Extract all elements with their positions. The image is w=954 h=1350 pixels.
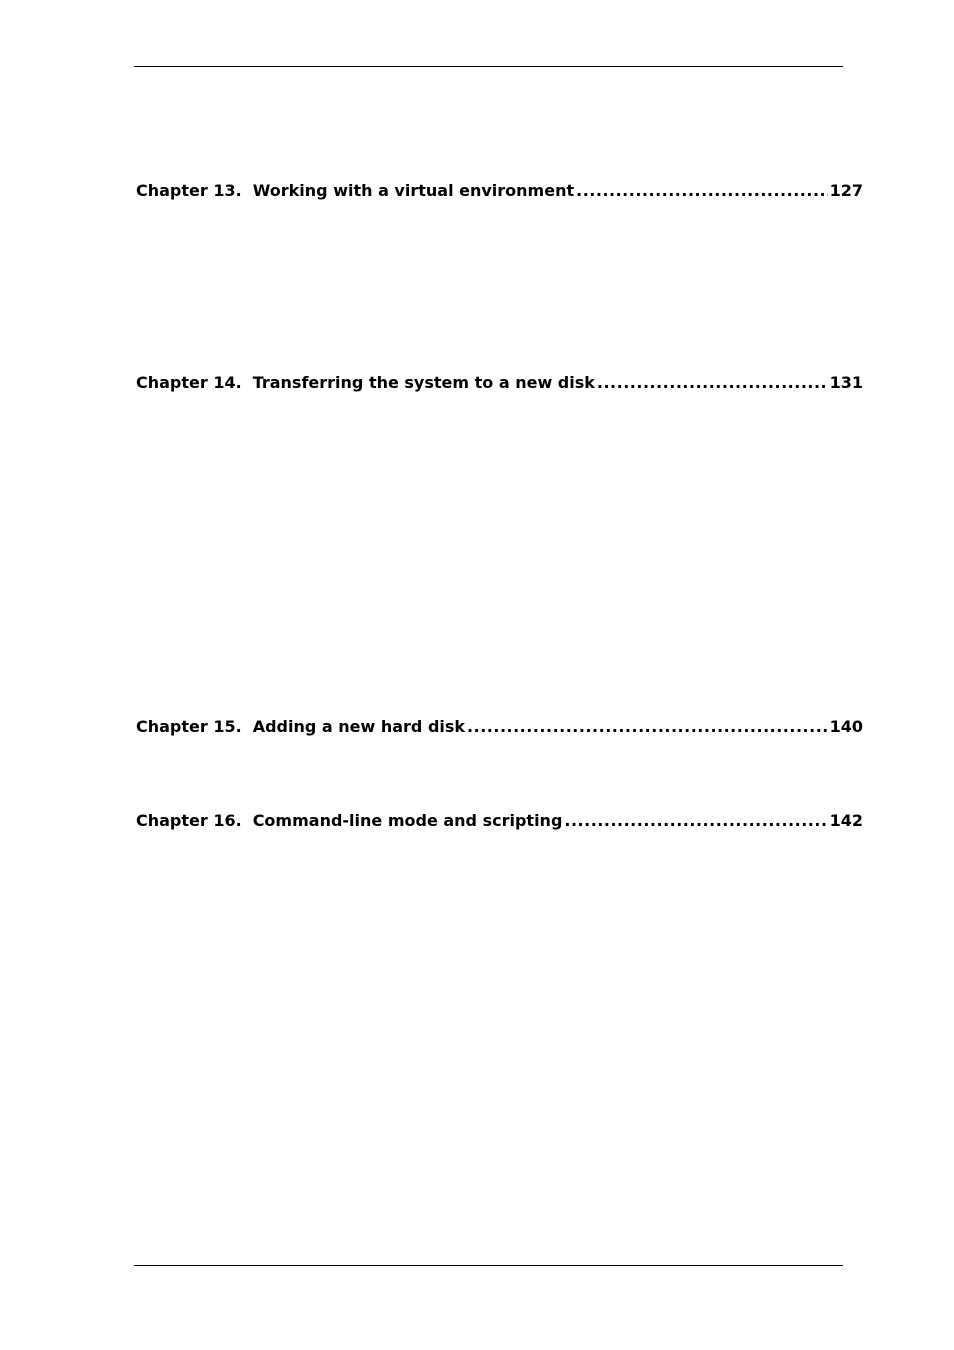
chapter-number: Chapter 13. [136,181,242,200]
toc-entry-chapter-13[interactable] [136,181,863,201]
page-number: 127 [829,181,863,200]
header-rule [134,66,843,67]
chapter-title: Adding a new hard disk [252,717,466,736]
toc-entry-chapter-14[interactable] [136,373,863,393]
footer-rule [134,1265,843,1266]
chapter-number: Chapter 15. [136,717,242,736]
chapter-title: Command-line mode and scripting [252,811,563,830]
dot-leader [576,181,827,201]
chapter-number: Chapter 14. [136,373,242,392]
dot-leader [467,717,828,737]
chapter-number: Chapter 16. [136,811,242,830]
toc-entry-chapter-16[interactable] [136,811,863,831]
page-number: 140 [829,717,863,736]
dot-leader [597,373,828,393]
page-number: 142 [829,811,863,830]
page-number: 131 [829,373,863,392]
dot-leader [564,811,827,831]
toc-entry-chapter-15[interactable] [136,717,863,737]
chapter-title: Working with a virtual environment [252,181,575,200]
chapter-title: Transferring the system to a new disk [252,373,595,392]
